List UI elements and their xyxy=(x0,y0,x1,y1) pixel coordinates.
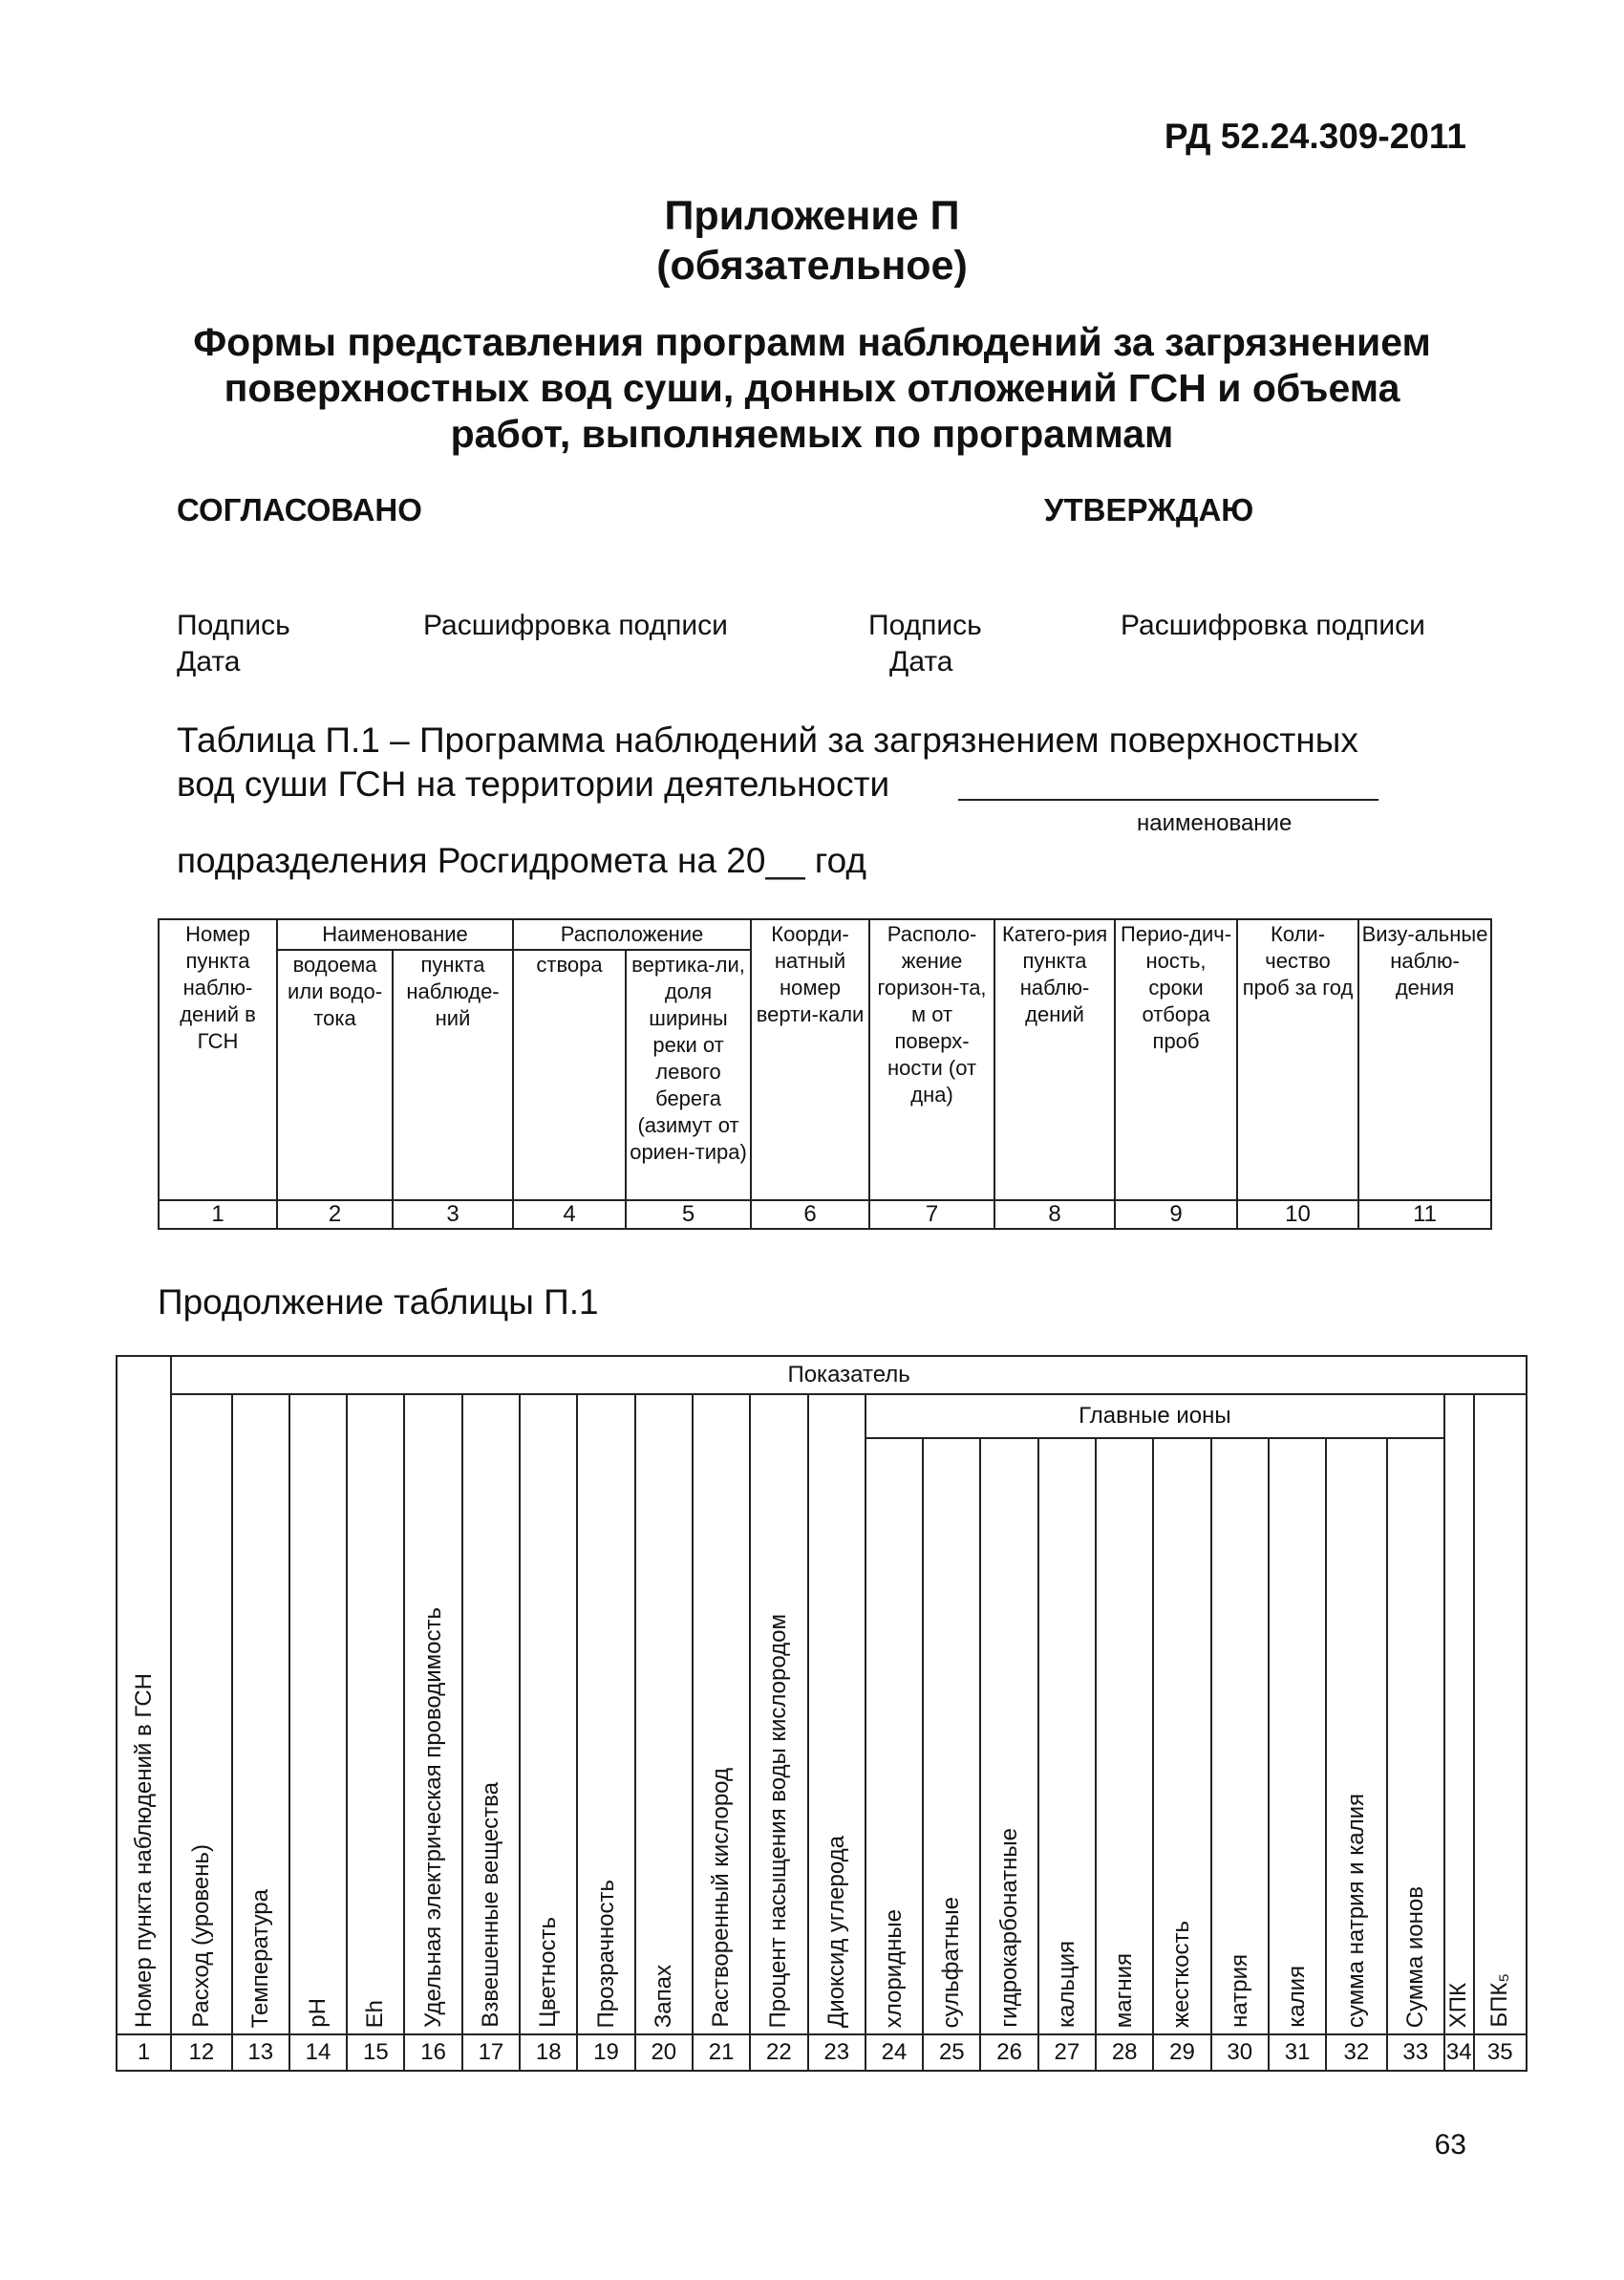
column-header: Eh xyxy=(347,1394,404,2034)
column-number: 10 xyxy=(1237,1200,1358,1229)
column-header: жесткость xyxy=(1153,1438,1210,2034)
header-sample-count: Коли-чество проб за год xyxy=(1237,919,1358,1200)
column-number: 29 xyxy=(1153,2034,1210,2071)
column-number: 27 xyxy=(1038,2034,1096,2071)
column-header: Диоксид углерода xyxy=(808,1394,865,2034)
indicators-table xyxy=(116,1355,1528,2072)
column-header: гидрокарбонатные xyxy=(980,1438,1037,2034)
column-header: Взвешенные вещества xyxy=(462,1394,520,2034)
header-water-body: водоема или водо-тока xyxy=(277,950,393,1200)
column-header: кальция xyxy=(1038,1438,1096,2034)
column-header: Удельная электрическая проводимость xyxy=(404,1394,461,2034)
column-number: 6 xyxy=(751,1200,869,1229)
column-number: 30 xyxy=(1211,2034,1269,2071)
column-number: 2 xyxy=(277,1200,393,1229)
column-number: 1 xyxy=(117,2034,171,2071)
column-number: 14 xyxy=(289,2034,347,2071)
column-header: сумма натрия и калия xyxy=(1326,1438,1386,2034)
header-horizon-location: Располо-жение горизон-та, м от поверх-ности (от дна) xyxy=(869,919,994,1200)
header-vertical: вертика-ли, доля ширины реки от левого берега (азимут от ориен-тира) xyxy=(626,950,751,1200)
column-header: БПК₅ xyxy=(1474,1394,1527,2034)
table1-caption-line1: Таблица П.1 – Программа наблюдений за загрязнением поверхностных xyxy=(177,721,1358,760)
column-number: 22 xyxy=(750,2034,807,2071)
column-header: Сумма ионов xyxy=(1387,1438,1444,2034)
column-number: 24 xyxy=(865,2034,923,2071)
column-number: 9 xyxy=(1115,1200,1237,1229)
column-header: хлоридные xyxy=(865,1438,923,2034)
appendix-title: Приложение П xyxy=(664,193,960,239)
agreed-label: СОГЛАСОВАНО xyxy=(177,492,422,527)
right-decoding-label: Расшифровка подписи xyxy=(1121,610,1425,641)
column-header: Растворенный кислород xyxy=(693,1394,750,2034)
table-continuation-caption: Продолжение таблицы П.1 xyxy=(158,1282,599,1322)
document-number: РД 52.24.309-2011 xyxy=(1164,117,1466,156)
column-number: 5 xyxy=(626,1200,751,1229)
header-visual-observations: Визу-альные наблю-дения xyxy=(1358,919,1491,1200)
indicator-group-header: Показатель xyxy=(171,1356,1527,1394)
page-number: 63 xyxy=(1434,2129,1466,2161)
main-ions-group-header: Главные ионы xyxy=(865,1394,1444,1438)
appendix-subtitle: (обязательное) xyxy=(656,243,968,289)
column-number: 17 xyxy=(462,2034,520,2071)
right-signature-label: Подпись xyxy=(868,610,982,641)
main-title-line2: поверхностных вод суши, донных отложений ГСН и объема xyxy=(224,366,1400,410)
column-header: Цветность xyxy=(520,1394,577,2034)
column-number: 33 xyxy=(1387,2034,1444,2071)
column-number: 12 xyxy=(171,2034,231,2071)
main-title-line1: Формы представления программ наблюдений за загрязнением xyxy=(193,320,1431,364)
table1-caption-line3: подразделения Росгидромета на 20__ год xyxy=(177,841,866,880)
left-signature-label: Подпись xyxy=(177,610,290,641)
left-decoding-label: Расшифровка подписи xyxy=(423,610,728,641)
column-header: Процент насыщения воды кислородом xyxy=(750,1394,807,2034)
appendix-heading xyxy=(0,191,1624,290)
column-number: 35 xyxy=(1474,2034,1527,2071)
column-number: 15 xyxy=(347,2034,404,2071)
header-section: створа xyxy=(513,950,626,1200)
column-number: 4 xyxy=(513,1200,626,1229)
column-number: 28 xyxy=(1096,2034,1153,2071)
column-header: магния xyxy=(1096,1438,1153,2034)
header-station-category: Катего-рия пункта наблю-дений xyxy=(994,919,1115,1200)
main-title-line3: работ, выполняемых по программам xyxy=(450,412,1174,456)
column-number: 8 xyxy=(994,1200,1115,1229)
column-header: pH xyxy=(289,1394,347,2034)
column-number: 34 xyxy=(1444,2034,1474,2071)
column-number: 13 xyxy=(232,2034,289,2071)
column-header: Запах xyxy=(635,1394,693,2034)
organization-blank-line xyxy=(958,799,1378,801)
column-header: Прозрачность xyxy=(577,1394,634,2034)
column-number: 21 xyxy=(693,2034,750,2071)
main-title xyxy=(0,319,1624,457)
header-group-name: Наименование xyxy=(277,919,513,950)
column-number: 1 xyxy=(159,1200,277,1229)
header-periodicity: Перио-дич-ность, сроки отбора проб xyxy=(1115,919,1237,1200)
column-header: Температура xyxy=(232,1394,289,2034)
column-header: Расход (уровень) xyxy=(171,1394,231,2034)
column-number: 32 xyxy=(1326,2034,1386,2071)
left-date-label: Дата xyxy=(177,646,241,678)
column-header: сульфатные xyxy=(923,1438,980,2034)
column-header: ХПК xyxy=(1444,1394,1474,2034)
column-number: 3 xyxy=(393,1200,513,1229)
blank-hint: наименование xyxy=(1137,810,1293,836)
column-header: натрия xyxy=(1211,1438,1269,2034)
column-number: 18 xyxy=(520,2034,577,2071)
observation-program-table xyxy=(158,918,1492,1230)
column-header: Номер пункта наблюдений в ГСН xyxy=(117,1356,171,2034)
header-group-location: Расположение xyxy=(513,919,751,950)
column-number: 19 xyxy=(577,2034,634,2071)
right-date-label: Дата xyxy=(889,646,953,678)
column-number: 16 xyxy=(404,2034,461,2071)
header-station-number: Номер пункта наблю-дений в ГСН xyxy=(159,919,277,1200)
header-vertical-number: Коорди-натный номер верти-кали xyxy=(751,919,869,1200)
table1-caption-line2: вод суши ГСН на территории деятельности xyxy=(177,764,890,804)
column-number: 11 xyxy=(1358,1200,1491,1229)
column-number: 20 xyxy=(635,2034,693,2071)
column-number: 7 xyxy=(869,1200,994,1229)
column-header: калия xyxy=(1269,1438,1326,2034)
approve-label: УТВЕРЖДАЮ xyxy=(1044,492,1254,527)
column-number: 26 xyxy=(980,2034,1037,2071)
column-number: 25 xyxy=(923,2034,980,2071)
column-number: 23 xyxy=(808,2034,865,2071)
header-observation-point: пункта наблюде-ний xyxy=(393,950,513,1200)
column-number: 31 xyxy=(1269,2034,1326,2071)
